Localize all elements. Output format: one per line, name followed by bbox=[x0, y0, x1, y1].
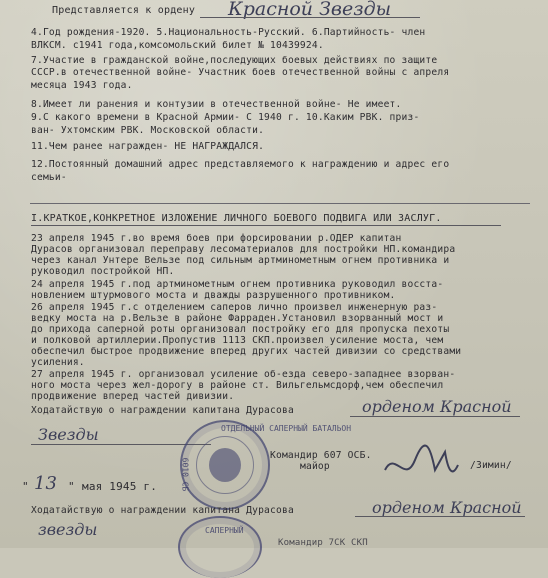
date-quote-open: " bbox=[22, 480, 29, 493]
field-line: семьи- bbox=[31, 172, 67, 183]
footer-partial: Командир 7СК СКП bbox=[278, 538, 368, 548]
signature-rank: майор bbox=[300, 461, 330, 472]
body-line: 24 апреля 1945 г.под артминометным огнем противника руководил восста- bbox=[31, 279, 444, 290]
field-line: 11.Чем ранее награжден- НЕ НАГРАЖДАЛСЯ. bbox=[31, 141, 265, 152]
body-line: Дурасов организовал переправу лесоматериалов для постройки НП.командира bbox=[31, 244, 456, 255]
body-line: новлением штурмового моста и дважды разрушенного противником. bbox=[31, 290, 396, 301]
conclusion2-handwritten-2: звезды bbox=[38, 520, 98, 539]
body-line: до прихода саперной роты организовал постройку его для пропуска пехоты bbox=[31, 324, 450, 335]
header-handwritten: Красной Звезды bbox=[228, 0, 392, 20]
conclusion2-underline-1 bbox=[355, 516, 525, 517]
body-line: обеспечил быстрое продвижение вперед других частей дивизии со средствами bbox=[31, 346, 462, 357]
section-divider bbox=[30, 203, 530, 204]
section-title: I.КРАТКОЕ,КОНКРЕТНОЕ ИЗЛОЖЕНИЕ ЛИЧНОГО БОЕВОГО ПОДВИГА ИЛИ ЗАСЛУГ. bbox=[31, 213, 442, 224]
date-month-year: мая 1945 г. bbox=[82, 480, 158, 493]
body-line: усиления. bbox=[31, 357, 85, 368]
body-line: ведку моста на р.Вельзе в районе Фарраден.Установил взорванный мост и bbox=[31, 313, 444, 324]
conclusion-underline-1 bbox=[350, 416, 520, 417]
header-typed: Представляется к ордену bbox=[52, 5, 196, 16]
body-line: продвижение вперед частей дивизии. bbox=[31, 391, 235, 402]
stamp-text-left: 6010 СБ bbox=[180, 457, 190, 492]
date-quote-close: " bbox=[68, 480, 75, 493]
body-line: 26 апреля 1945 г.с отделением саперов лично произвел инженерную раз- bbox=[31, 302, 438, 313]
field-line: 7.Участие в гражданской войне,последующих боевых действиях по защите bbox=[31, 55, 438, 66]
conclusion-handwritten-1: орденом Красной bbox=[362, 397, 512, 416]
field-line: 8.Имеет ли ранения и контузии в отечественной войне- Не имеет. bbox=[31, 99, 402, 110]
field-line: ван- Ухтомским РВК. Московской области. bbox=[31, 125, 265, 136]
signature-scribble bbox=[380, 440, 460, 490]
date-day: 13 bbox=[34, 473, 57, 494]
stamp-text-top: ОТДЕЛЬНЫЙ САПЕРНЫЙ БАТАЛЬОН bbox=[221, 424, 352, 433]
field-line: 9.С какого времени в Красной Армии- С 1940 г. 10.Каким РВК. приз- bbox=[31, 112, 420, 123]
body-line: 27 апреля 1945 г. организовал усиление об-езда северо-западнее взорван- bbox=[31, 369, 456, 380]
conclusion2-handwritten-1: орденом Красной bbox=[372, 498, 522, 517]
conclusion-handwritten-2: Звезды bbox=[38, 425, 99, 444]
signature-name: /Зимин/ bbox=[470, 460, 512, 471]
state-emblem-icon bbox=[209, 448, 241, 482]
conclusion-typed: Ходатайствую о награждении капитана Дурасова bbox=[31, 405, 294, 416]
field-line: СССР.в отечественной войне- Участник боев отечественной войны с апреля bbox=[31, 67, 450, 78]
body-line: и полковой артиллерии.Пропустив 1113 СКП.произвел усиление моста, чем bbox=[31, 335, 444, 346]
header-underline bbox=[200, 17, 420, 18]
body-line: 23 апреля 1945 г.во время боев при форсировании р.ОДЕР капитан bbox=[31, 233, 402, 244]
body-line: руководил постройкой НП. bbox=[31, 266, 175, 277]
body-line: ного моста через жел-дорогу в районе ст. Вильгельмсдорф,чем обеспечил bbox=[31, 380, 444, 391]
signature-position: Командир 607 ОСБ. bbox=[270, 450, 372, 461]
field-line: ВЛКСМ. с1941 года,комсомольский билет № 10439924. bbox=[31, 40, 324, 51]
field-line: месяца 1943 года. bbox=[31, 80, 133, 91]
field-line: 12.Постоянный домашний адрес представляемого к награждению и адрес его bbox=[31, 159, 450, 170]
field-line: 4.Год рождения-1920. 5.Национальность-Русский. 6.Партийность- член bbox=[31, 27, 426, 38]
stamp2-text: САПЕРНЫЙ bbox=[205, 526, 244, 535]
conclusion2-typed: Ходатайствую о награждении капитана Дурасова bbox=[31, 505, 294, 516]
section-title-underline bbox=[31, 225, 501, 226]
body-line: через канал Унтере Вельзе под сильным артминометным огнем противника и bbox=[31, 255, 450, 266]
official-stamp bbox=[180, 420, 270, 510]
